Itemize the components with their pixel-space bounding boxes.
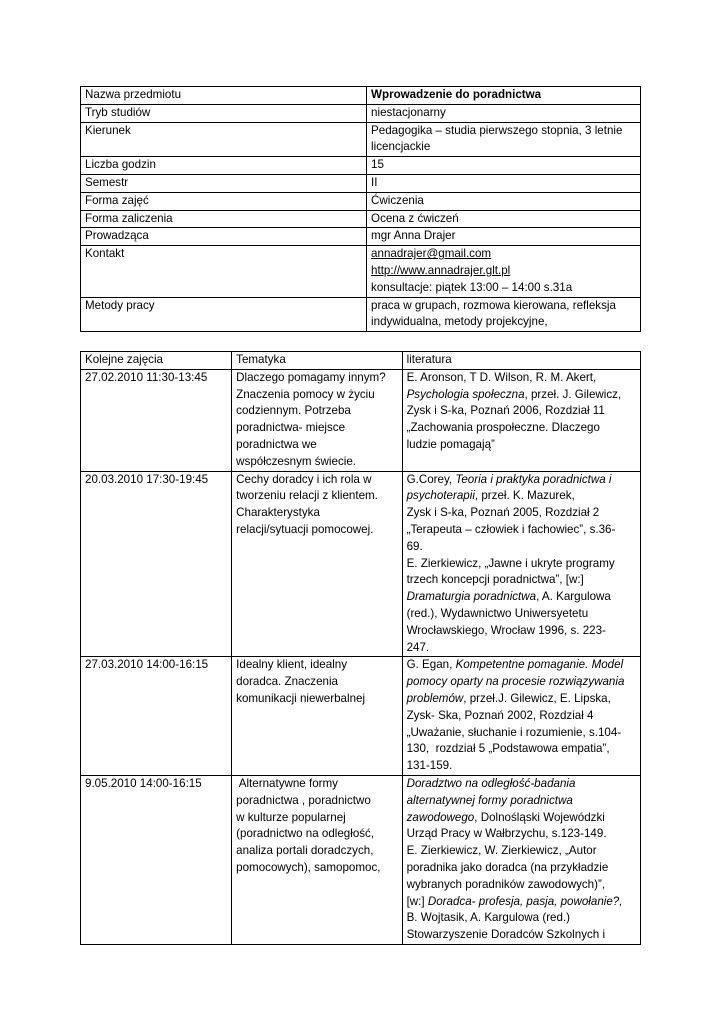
info-value [367, 228, 641, 246]
literature-text: psychoterapii [406, 489, 475, 503]
literature-line [407, 708, 636, 725]
info-row [81, 297, 641, 332]
literature-line [407, 843, 636, 860]
info-row [81, 87, 641, 105]
info-label: Prowadząca [81, 228, 367, 246]
literature-line [407, 403, 636, 420]
header-cell-literature: literatura [402, 352, 640, 370]
literature-text: , Dolnośląski Wojewódzki [474, 810, 605, 824]
literature-text: E. Aronson, T D. Wilson, R. M. Akert, [406, 370, 597, 384]
literature-text: Dramaturgia poradnictwa [406, 590, 537, 604]
schedule-table [80, 351, 641, 945]
info-value [367, 246, 641, 297]
schedule-row [81, 369, 641, 471]
info-row [81, 122, 641, 157]
info-value [367, 157, 641, 175]
literature-line [407, 894, 636, 911]
info-value-line: II [371, 175, 378, 189]
info-value-line: konsultacje: piątek 13:00 – 14:00 s.31a [371, 280, 573, 294]
literature-line [407, 741, 636, 758]
schedule-row [81, 775, 641, 944]
literature-line [407, 810, 636, 827]
topic-line: poradnictwa we [236, 437, 317, 451]
literature-text: alternatywnej formy poradnictwa [406, 793, 573, 807]
topic-line: tworzeniu relacji z klientem. [236, 489, 378, 503]
session-topic [232, 369, 402, 471]
schedule-row [81, 657, 641, 776]
literature-text: G. Egan, [406, 658, 456, 672]
topic-line: poradnictwa- miejsce [236, 421, 346, 435]
info-label: Forma zajęć [81, 192, 367, 210]
literature-text: ludzie pomagają” [406, 437, 495, 451]
literature-line [407, 657, 636, 674]
topic-line: (poradnictwo na odległość, [236, 827, 375, 841]
info-label: Metody pracy [81, 297, 367, 332]
info-label: Tryb studiów [81, 104, 367, 122]
literature-text: , przeł. K. Mazurek, [474, 489, 575, 503]
literature-text: 131-159. [406, 759, 453, 773]
info-label: Forma zaliczenia [81, 210, 367, 228]
info-row [81, 228, 641, 246]
session-topic [232, 775, 402, 944]
literature-text: G.Corey, [406, 472, 456, 486]
literature-line [407, 488, 636, 505]
literature-line [407, 758, 636, 775]
literature-line [407, 927, 636, 944]
literature-text: 247. [406, 640, 430, 654]
literature-text: [w:] [406, 894, 428, 908]
topic-line: w kulturze popularnej [236, 810, 346, 824]
literature-line [407, 910, 636, 927]
topic-line: codziennym. Potrzeba [236, 404, 351, 418]
info-value-line: niestacjonarny [371, 105, 446, 119]
session-date: 9.05.2010 14:00-16:15 [81, 775, 232, 944]
literature-line [407, 674, 636, 691]
literature-text: (red.), Wydawnictwo Uniwersyetetu [406, 606, 589, 620]
literature-line [407, 793, 636, 810]
literature-line [407, 539, 636, 556]
literature-text: „Uważanie, słuchanie i rozumienie, s.104- [406, 725, 622, 739]
literature-line [407, 860, 636, 877]
info-value [367, 192, 641, 210]
info-row [81, 246, 641, 297]
header-cell-topics: Tematyka [232, 352, 402, 370]
literature-text: , A. Kargulowa [536, 590, 611, 604]
literature-text: B. Wojtasik, A. Kargulowa (red.) [406, 911, 571, 925]
literature-text: Zysk i S-ka, Poznań 2006, Rozdział 11 [406, 404, 605, 418]
topic-line: analiza portali doradczych, [236, 844, 374, 858]
literature-text: Zysk- Ska, Poznań 2002, Rozdział 4 [406, 708, 594, 722]
session-topic [232, 471, 402, 657]
literature-text: poradnika jako doradca (na przykładzie [406, 860, 609, 874]
session-literature [402, 471, 640, 657]
literature-line [407, 437, 636, 454]
literature-line [407, 725, 636, 742]
info-value-line: Pedagogika – studia pierwszego stopnia, 3 letnie [371, 123, 623, 137]
literature-text: trzech koncepcji poradnictwa”, [w:] [406, 573, 584, 587]
info-value-line: Ocena z ćwiczeń [371, 211, 459, 225]
info-value-line: 15 [371, 158, 384, 172]
literature-line [407, 556, 636, 573]
session-literature [402, 369, 640, 471]
info-value [367, 174, 641, 192]
info-label: Semestr [81, 174, 367, 192]
literature-text: Doradca- profesja, pasja, powołanie?, [427, 894, 623, 908]
literature-text: Doradztwo na odległość-badania [406, 776, 576, 790]
info-label: Kierunek [81, 122, 367, 157]
topic-line: komunikacji niewerbalnej [236, 691, 366, 705]
info-value [367, 122, 641, 157]
literature-line [407, 826, 636, 843]
topic-line: doradca. Znaczenia [236, 675, 338, 689]
literature-text: 130, rozdział 5 „Podstawowa empatia”, [406, 742, 610, 756]
literature-text: problemów [406, 691, 464, 705]
topic-line: pomocowych), samopomoc, [236, 860, 381, 874]
session-date: 27.03.2010 14:00-16:15 [81, 657, 232, 776]
info-value [367, 297, 641, 332]
info-value [367, 87, 641, 105]
topic-line: Charakterystyka [236, 506, 320, 520]
info-value-line: licencjackie [371, 140, 431, 154]
info-value-line: Wprowadzenie do poradnictwa [371, 88, 542, 101]
topic-line: relacji/sytuacji pomocowej. [236, 522, 374, 536]
topic-line: współczesnym świecie. [236, 454, 356, 468]
topic-line: poradnictwa , poradnictwo [236, 793, 371, 807]
course-info-table [80, 86, 641, 332]
literature-text: Stowarzyszenie Doradców Szkolnych i [406, 928, 606, 942]
topic-line: Alternatywne formy [236, 776, 338, 790]
info-row [81, 210, 641, 228]
session-literature [402, 657, 640, 776]
info-value-line: indywidualna, metody projekcyjne, [371, 315, 548, 329]
header-cell-sessions: Kolejne zajęcia [81, 352, 232, 370]
literature-line [407, 387, 636, 404]
literature-text: zawodowego [406, 810, 475, 824]
topic-line: Idealny klient, idealny [236, 658, 348, 672]
literature-text: , przeł.J. Gilewicz, E. Lipska, [463, 691, 611, 705]
literature-line [407, 623, 636, 640]
literature-line [407, 589, 636, 606]
info-value-line: praca w grupach, rozmowa kierowana, refleksja [371, 298, 616, 312]
session-topic [232, 657, 402, 776]
topic-line: Znaczenia pomocy w życiu [236, 387, 375, 401]
info-row [81, 157, 641, 175]
literature-line [407, 522, 636, 539]
literature-line [407, 877, 636, 894]
info-label: Kontakt [81, 246, 367, 297]
literature-line [407, 640, 636, 657]
literature-text: Wrocławskiego, Wrocław 1996, s. 223- [406, 623, 606, 637]
info-value [367, 104, 641, 122]
literature-text: E. Zierkiewicz, „Jawne i ukryte programy [406, 556, 615, 570]
schedule-header-row [81, 352, 641, 370]
literature-text: 69. [406, 539, 423, 553]
session-literature [402, 775, 640, 944]
literature-line [407, 572, 636, 589]
literature-text: Kompetentne pomaganie. Model [455, 658, 624, 672]
literature-text: wybranych poradników zawodowych)”, [406, 877, 606, 891]
website-link[interactable]: http://www.annadrajer.glt.pl [371, 263, 511, 277]
literature-text: pomocy oparty na procesie rozwiązywania [406, 675, 625, 689]
literature-text: „Terapeuta – człowiek i fachowiec”, s.36- [406, 522, 616, 536]
literature-line [407, 691, 636, 708]
literature-text: Psychologia społeczna [406, 387, 525, 401]
literature-line [407, 776, 636, 793]
literature-line [407, 606, 636, 623]
info-label: Liczba godzin [81, 157, 367, 175]
info-row [81, 192, 641, 210]
info-value [367, 210, 641, 228]
topic-line: Dlaczego pomagamy innym? [236, 370, 386, 384]
literature-text: „Zachowania prospołeczne. Dlaczego [406, 421, 600, 435]
literature-line [407, 472, 636, 489]
literature-line [407, 420, 636, 437]
literature-text: Zysk i S-ka, Poznań 2005, Rozdział 2 [406, 506, 600, 520]
info-row [81, 104, 641, 122]
info-value-line: mgr Anna Drajer [371, 229, 456, 243]
literature-text: E. Zierkiewicz, W. Zierkiewicz, „Autor [406, 844, 597, 858]
info-value-line: Ćwiczenia [371, 193, 424, 207]
info-row [81, 174, 641, 192]
topic-line: Cechy doradcy i ich rola w [236, 472, 372, 486]
literature-text: , przeł. J. Gilewicz, [524, 387, 622, 401]
literature-line [407, 505, 636, 522]
session-date: 20.03.2010 17:30-19:45 [81, 471, 232, 657]
literature-text: Teoria i praktyka poradnictwa i [455, 472, 612, 486]
email-link[interactable]: annadrajer@gmail.com [371, 247, 492, 261]
literature-text: Urząd Pracy w Wałbrzychu, s.123-149. [406, 827, 607, 841]
schedule-row [81, 471, 641, 657]
literature-line [407, 370, 636, 387]
info-label: Nazwa przedmiotu [81, 87, 367, 105]
session-date: 27.02.2010 11:30-13:45 [81, 369, 232, 471]
